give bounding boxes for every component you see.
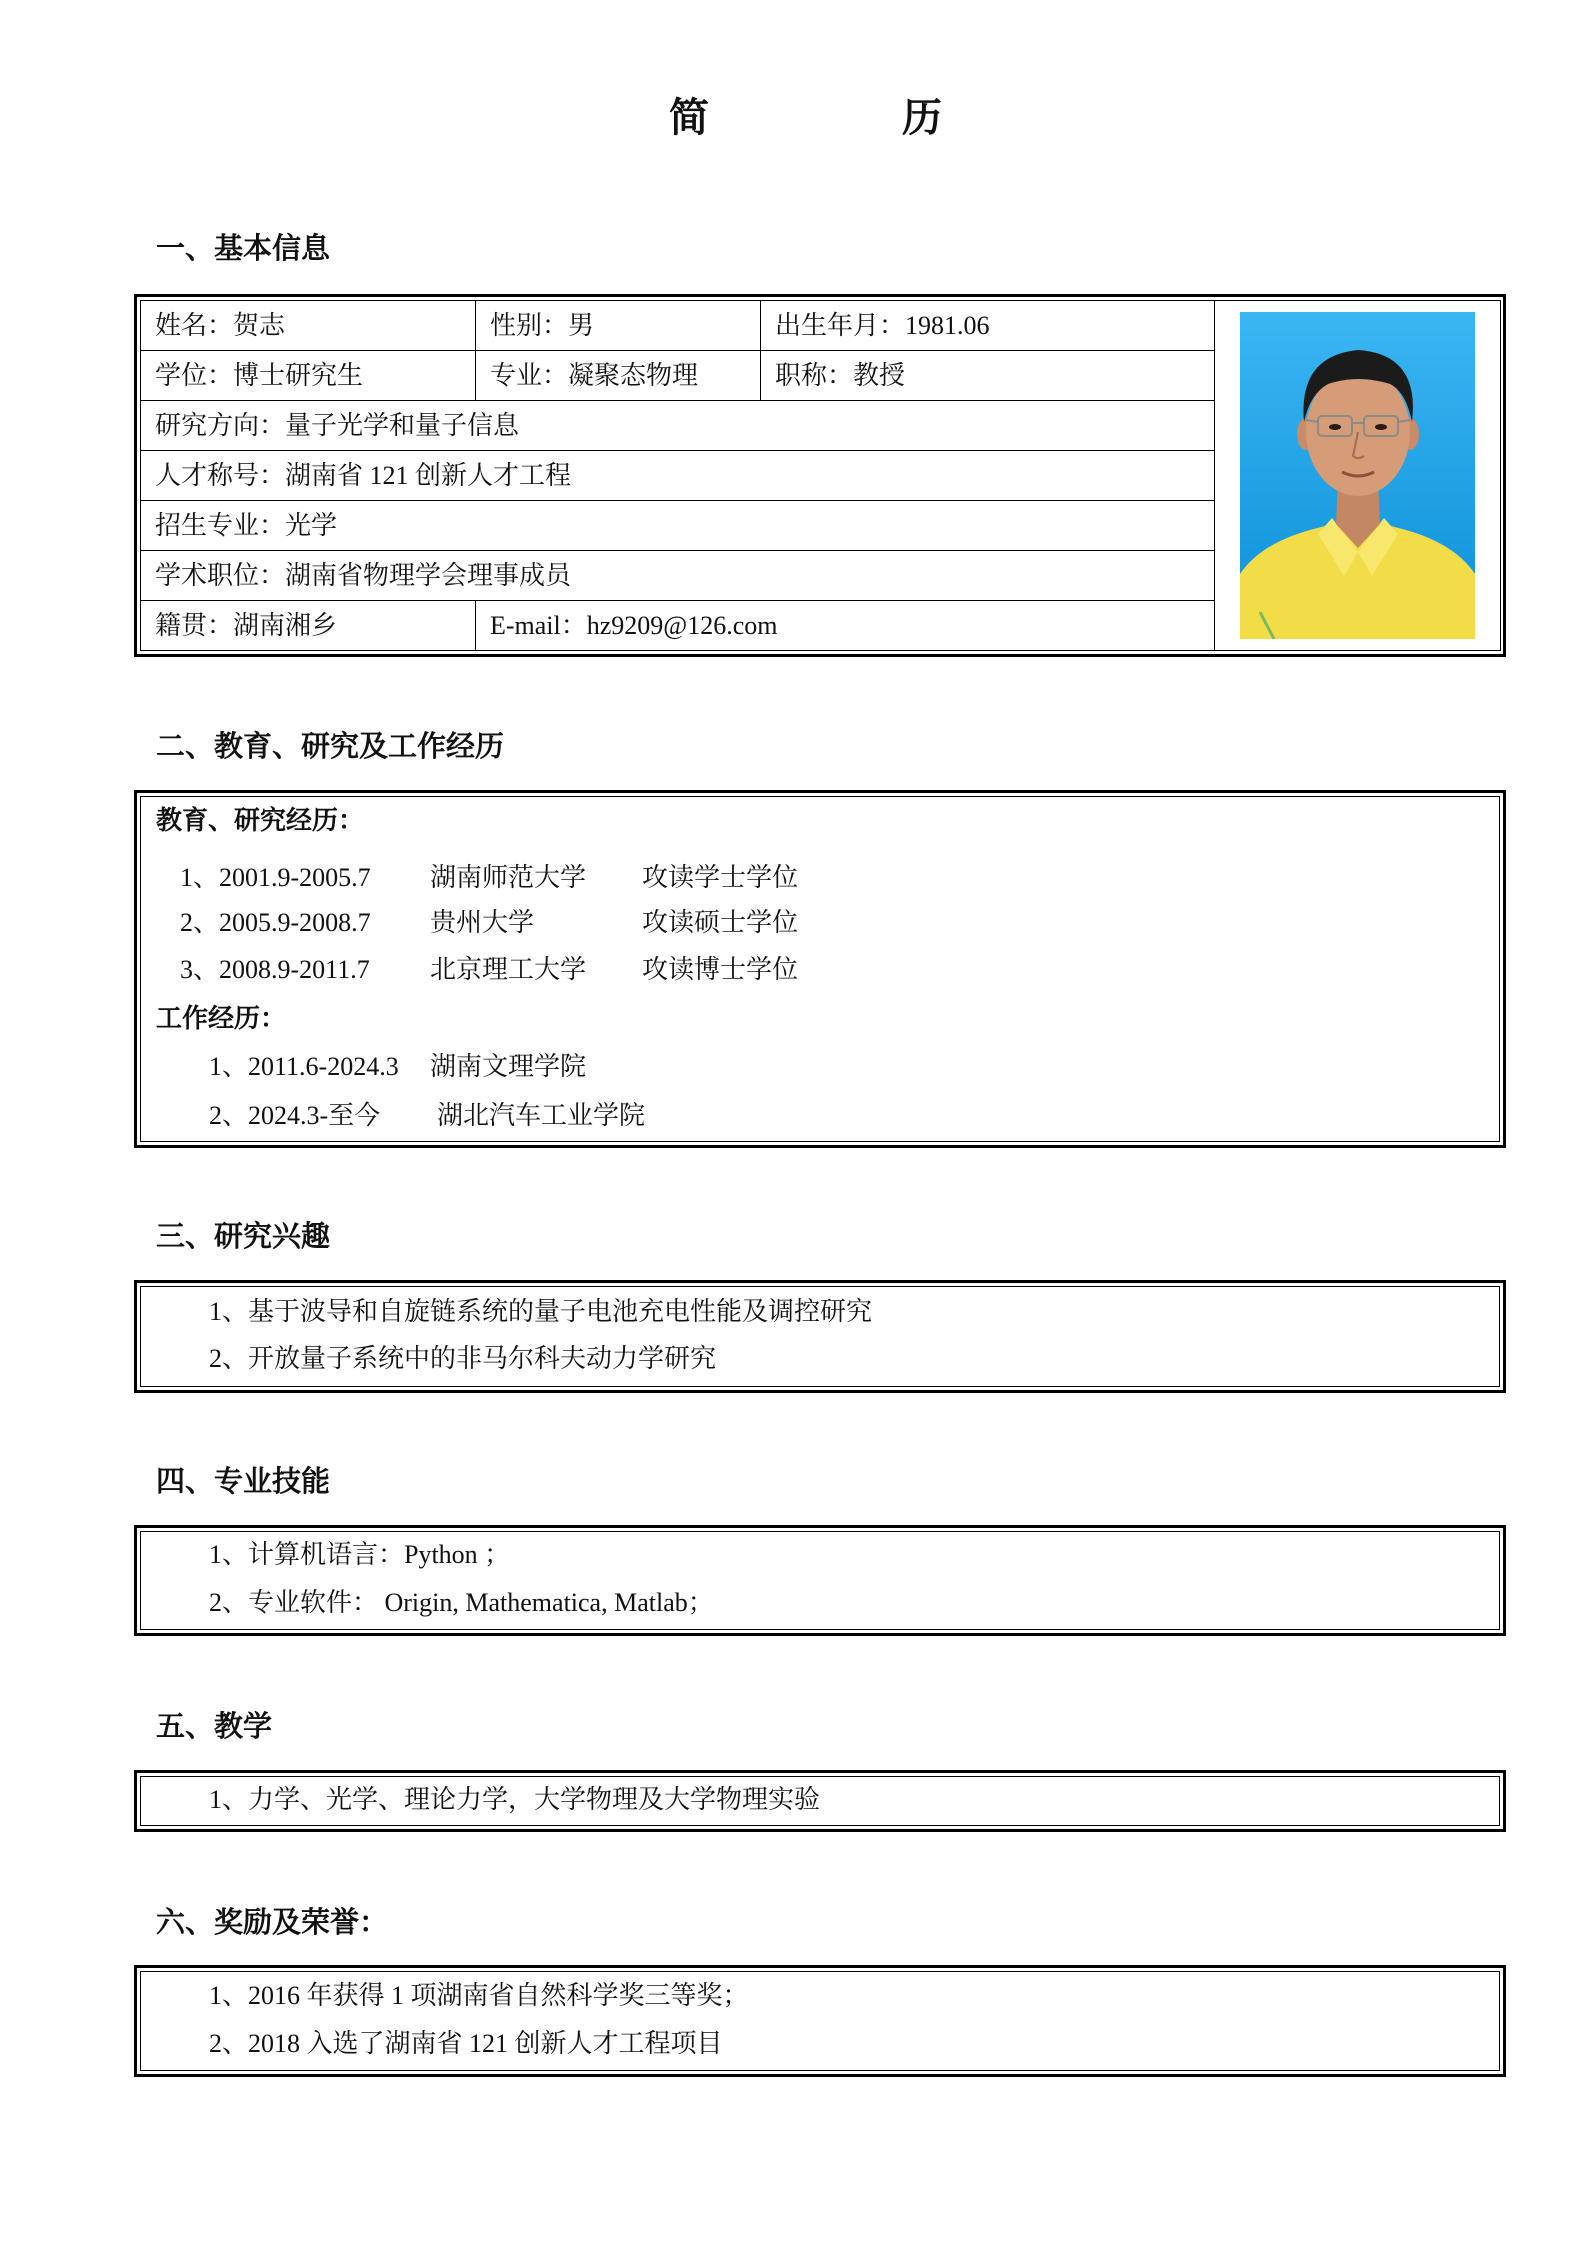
teaching-item [137,1780,1503,1820]
education-subheading-text: 教育、研究经历： [156,806,365,835]
page-title-char-1: 简 [669,95,709,140]
education-item [137,903,1503,943]
work-item [137,1096,1503,1136]
academic-position-value: 湖南省物理学会理事成员 [285,560,572,590]
research-interest-item [137,1292,1503,1332]
degree-cell [141,351,476,401]
education-degree: 攻读学士学位 [642,863,799,892]
native-place-cell [141,601,476,651]
awards-heading: 六、奖励及荣誉： [156,1907,389,1939]
email-label: E-mail： [490,610,587,640]
education-period: 2001.9-2005.7 [219,863,371,892]
education-item [137,858,1503,898]
skill-item [137,1535,1503,1575]
education-institution: 贵州大学 [430,908,535,937]
education-institution: 湖南师范大学 [430,863,587,892]
education-degree: 攻读硕士学位 [642,908,799,937]
talent-title-label: 人才称号： [155,460,286,490]
basic-info-heading: 一、基本信息 [156,233,331,265]
enrollment-major-value: 光学 [285,510,338,540]
birth-label: 出生年月： [775,310,906,340]
email-cell [476,601,1215,651]
teaching-heading: 五、教学 [156,1711,273,1743]
education-no: 2、 [180,908,220,937]
award-text: 2、2018 入选了湖南省 121 创新人才工程项目 [209,2029,723,2058]
gender-label: 性别： [490,310,569,340]
work-period: 2024.3-至今 [248,1101,381,1130]
name-label: 姓名： [155,310,234,340]
education-period: 2008.9-2011.7 [219,955,370,984]
professional-title-label: 职称： [775,360,854,390]
profile-photo [1240,312,1475,639]
award-item [137,2024,1503,2064]
research-direction-cell [141,401,1215,451]
professional-title-value: 教授 [853,360,906,390]
native-place-value: 湖南湘乡 [233,610,338,640]
basic-info-table [134,294,1506,657]
skill-text: 2、专业软件： Origin, Mathematica, Matlab； [209,1588,714,1617]
education-no: 1、 [180,863,220,892]
work-item [137,1047,1503,1087]
awards-box [134,1965,1506,2077]
page-title-char-2: 历 [902,95,942,140]
work-subheading-text: 工作经历： [156,1004,287,1033]
work-no: 2、 [209,1101,249,1130]
birth-cell [761,301,1215,351]
research-interest-text: 2、开放量子系统中的非马尔科夫动力学研究 [209,1344,717,1373]
skill-text: 1、计算机语言：Python ； [209,1540,511,1569]
work-no: 1、 [209,1052,249,1081]
birth-value: 1981.06 [905,310,990,340]
teaching-text: 1、力学、光学、理论力学，大学物理及大学物理实验 [209,1785,821,1814]
degree-value: 博士研究生 [233,360,364,390]
experience-heading: 二、教育、研究及工作经历 [156,731,505,763]
education-institution: 北京理工大学 [430,955,587,984]
research-direction-label: 研究方向： [155,410,286,440]
research-interest-item [137,1339,1503,1379]
academic-position-cell [141,551,1215,601]
award-text: 1、2016 年获得 1 项湖南省自然科学奖三等奖； [209,1981,749,2010]
academic-position-label: 学术职位： [155,560,286,590]
gender-value: 男 [568,310,595,340]
degree-label: 学位： [155,360,234,390]
education-no: 3、 [180,955,220,984]
research-interests-heading: 三、研究兴趣 [156,1221,331,1253]
major-cell [476,351,761,401]
experience-box [134,790,1506,1148]
name-cell [141,301,476,351]
award-item [137,1976,1503,2016]
work-institution: 湖南文理学院 [430,1052,587,1081]
talent-title-cell [141,451,1215,501]
skills-heading: 四、专业技能 [156,1466,331,1498]
major-label: 专业： [490,360,569,390]
research-interest-text: 1、基于波导和自旋链系统的量子电池充电性能及调控研究 [209,1297,873,1326]
professional-title-cell [761,351,1215,401]
native-place-label: 籍贯： [155,610,234,640]
education-item [137,950,1503,990]
teaching-box [134,1770,1506,1832]
gender-cell [476,301,761,351]
photo-cell [1215,301,1501,651]
email-value: hz9209@126.com [586,610,778,640]
education-degree: 攻读博士学位 [642,955,799,984]
enrollment-major-label: 招生专业： [155,510,286,540]
work-period: 2011.6-2024.3 [248,1052,399,1081]
research-direction-value: 量子光学和量子信息 [285,410,520,440]
enrollment-major-cell [141,501,1215,551]
skill-item [137,1583,1503,1623]
skills-box [134,1525,1506,1636]
education-period: 2005.9-2008.7 [219,908,371,937]
major-value: 凝聚态物理 [568,360,699,390]
work-subheading [137,999,1503,1039]
work-institution: 湖北汽车工业学院 [437,1101,646,1130]
name-value: 贺志 [233,310,286,340]
talent-title-value: 湖南省 121 创新人才工程 [285,460,572,490]
education-subheading [137,801,1503,841]
research-interests-box [134,1280,1506,1393]
